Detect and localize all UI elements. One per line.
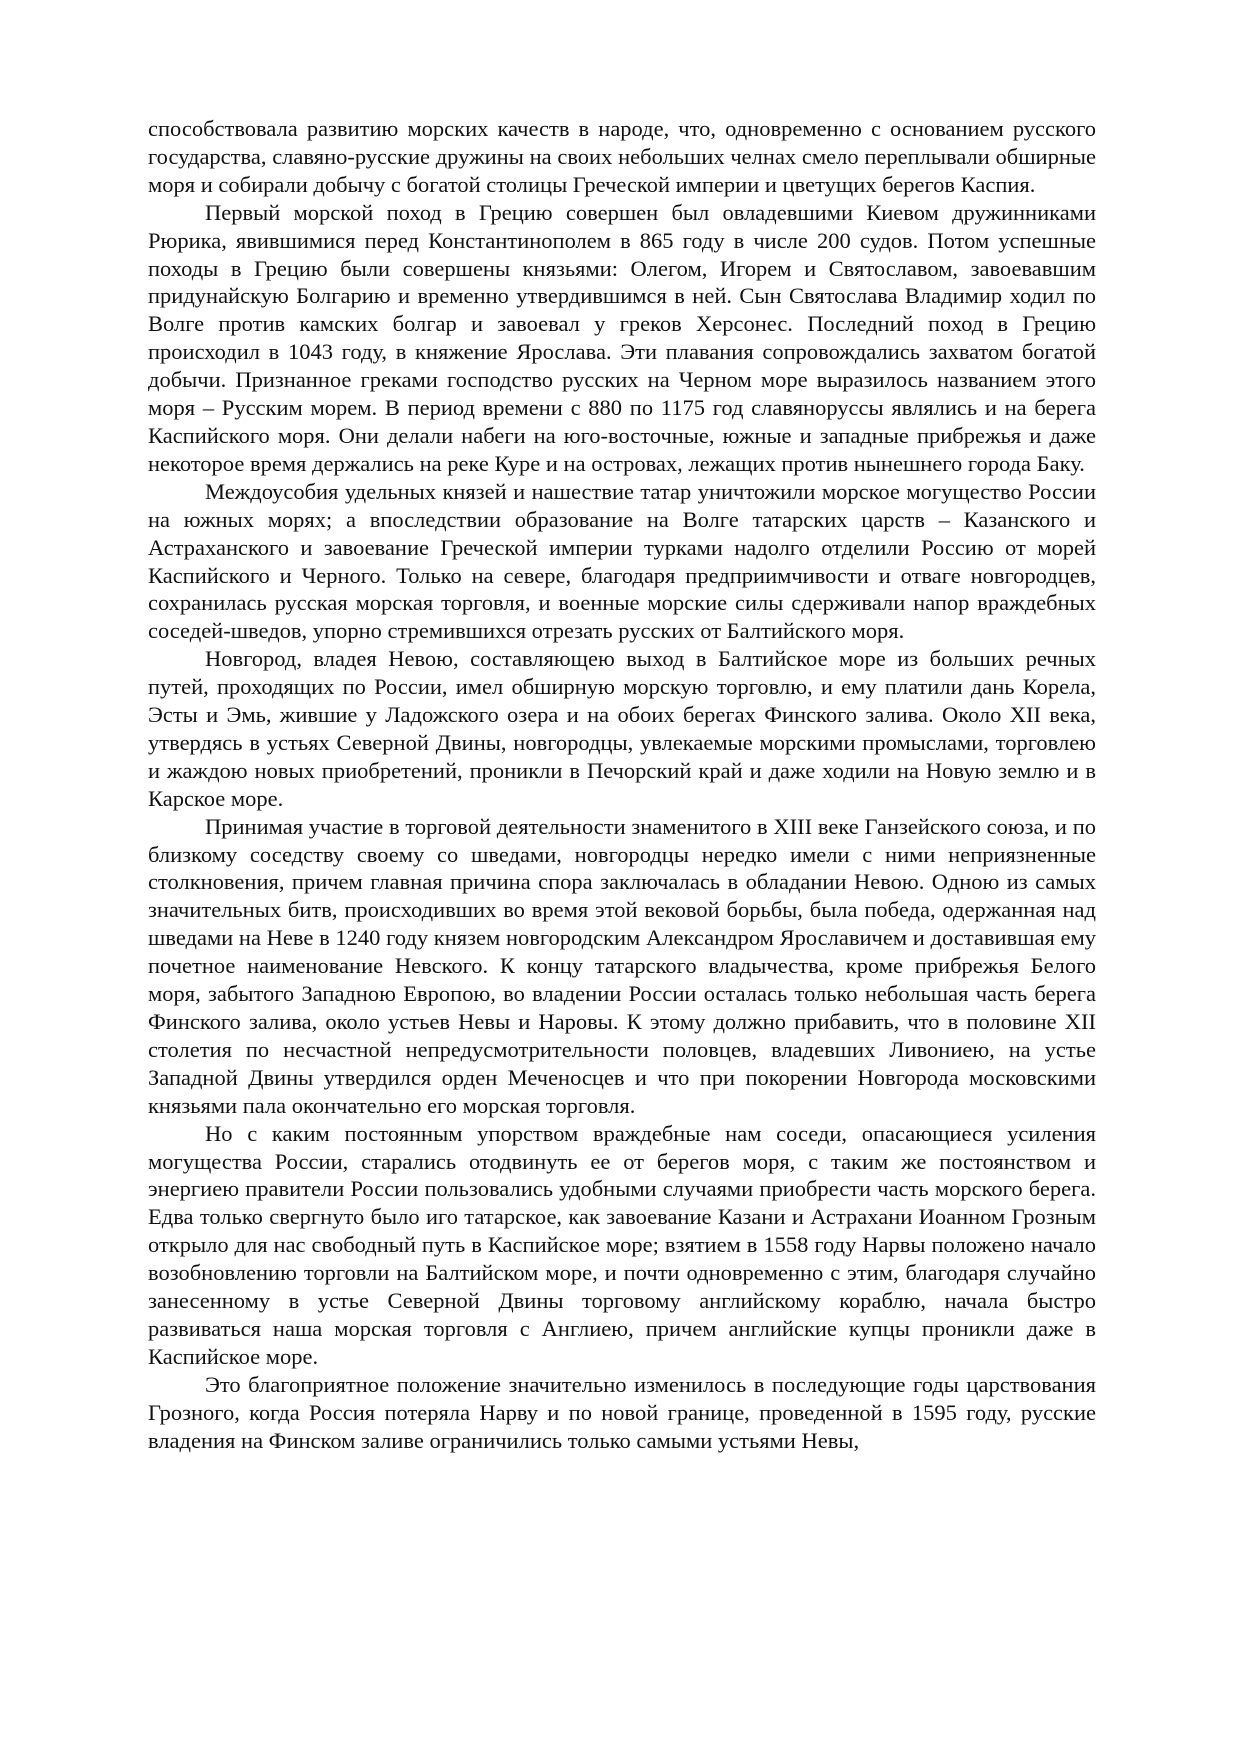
document-page (148, 115, 1096, 1455)
paragraph-6: Но с каким постоянным упорством враждебные нам соседи, опасающиеся усиления могущества России, старались отодвинуть ее от берегов моря, с таким же постоянством и энергиею правители России пользовались удобными случаями приобрести часть морского берега. Едва только свергнуто было иго татарское, как завоевание Казани и Астрахани Иоанном Грозным открыло для нас свободный путь в Каспийское море; взятием в 1558 году Нарвы положено начало возобновлению торговли на Балтийском море, и почти одновременно с этим, благодаря случайно занесенному в устье Северной Двины торговому английскому кораблю, начала быстро развиваться наша морская торговля с Англиею, причем английские купцы проникли даже в Каспийское море. (148, 1120, 1096, 1369)
paragraph-4: Новгород, владея Невою, составляющею выход в Балтийское море из больших речных путей, проходящих по России, имел обширную морскую торговлю, и ему платили дань Корела, Эсты и Эмь, жившие у Ладожского озера и на обоих берегах Финского залива. Около XII века, утвердясь в устьях Северной Двины, новгородцы, увлекаемые морскими промыслами, торговлею и жаждою новых приобретений, проникли в Печорский край и даже ходили на Новую землю и в Карское море. (148, 646, 1096, 811)
paragraph-7: Это благоприятное положение значительно изменилось в последующие годы царствования Грозного, когда Россия потеряла Нарву и по новой границе, проведенной в 1595 году, русские владения на Финском заливе ограничились только самыми устьями Невы, (148, 1371, 1096, 1453)
paragraph-3: Междоусобия удельных князей и нашествие татар уничтожили морское могущество России на южных морях; а впоследствии образование на Волге татарских царств – Казанского и Астраханского и завоевание Греческой империи турками надолго отделили Россию от морей Каспийского и Черного. Только на севере, благодаря предприимчивости и отваге новгородцев, сохранилась русская морская торговля, и военные морские силы сдерживали напор враждебных соседей-шведов, упорно стремившихся отрезать русских от Балтийского моря. (148, 478, 1096, 644)
paragraph-1: способствовала развитию морских качеств в народе, что, одновременно с основанием русского государства, славяно-русские дружины на своих небольших челнах смело переплывали обширные моря и собирали добычу с богатой столицы Греческой империи и цветущих берегов Каспия. (148, 116, 1096, 197)
paragraph-5: Принимая участие в торговой деятельности знаменитого в XIII веке Ганзейского союза, и по близкому соседству своему со шведами, новгородцы нередко имели с ними неприязненные столкновения, причем главная причина спора заключалась в обладании Невою. Одною из самых значительных битв, происходивших во время этой вековой борьбы, была победа, одержанная над шведами на Неве в 1240 году князем новгородским Александром Ярославичем и доставившая ему почетное наименование Невского. К концу татарского владычества, кроме прибрежья Белого моря, забытого Западною Европою, во владении России осталась только небольшая часть берега Финского залива, около устьев Невы и Наровы. К этому должно прибавить, что в половине XII столетия по несчастной непредусмотрительности половцев, владевших Ливониею, на устье Западной Двины утвердился орден Меченосцев и что при покорении Новгорода московскими князьями пала окончательно его морская торговля. (148, 813, 1096, 1118)
paragraph-2: Первый морской поход в Грецию совершен был овладевшими Киевом дружинниками Рюрика, явившимися перед Константинополем в 865 году в числе 200 судов. Потом успешные походы в Грецию были совершены князьями: Олегом, Игорем и Святославом, завоевавшим придунайскую Болгарию и временно утвердившимся в ней. Сын Святослава Владимир ходил по Волге против камских болгар и завоевал у греков Херсонес. Последний поход в Грецию происходил в 1043 году, в княжение Ярослава. Эти плавания сопровождались захватом богатой добычи. Признанное греками господство русских на Черном море выразилось названием этого моря – Русским морем. В период времени с 880 по 1175 год славянорусcы являлись и на берега Каспийского моря. Они делали набеги на юго-восточные, южные и западные прибрежья и даже некоторое время держались на реке Куре и на островах, лежащих против нынешнего города Баку. (148, 199, 1096, 476)
